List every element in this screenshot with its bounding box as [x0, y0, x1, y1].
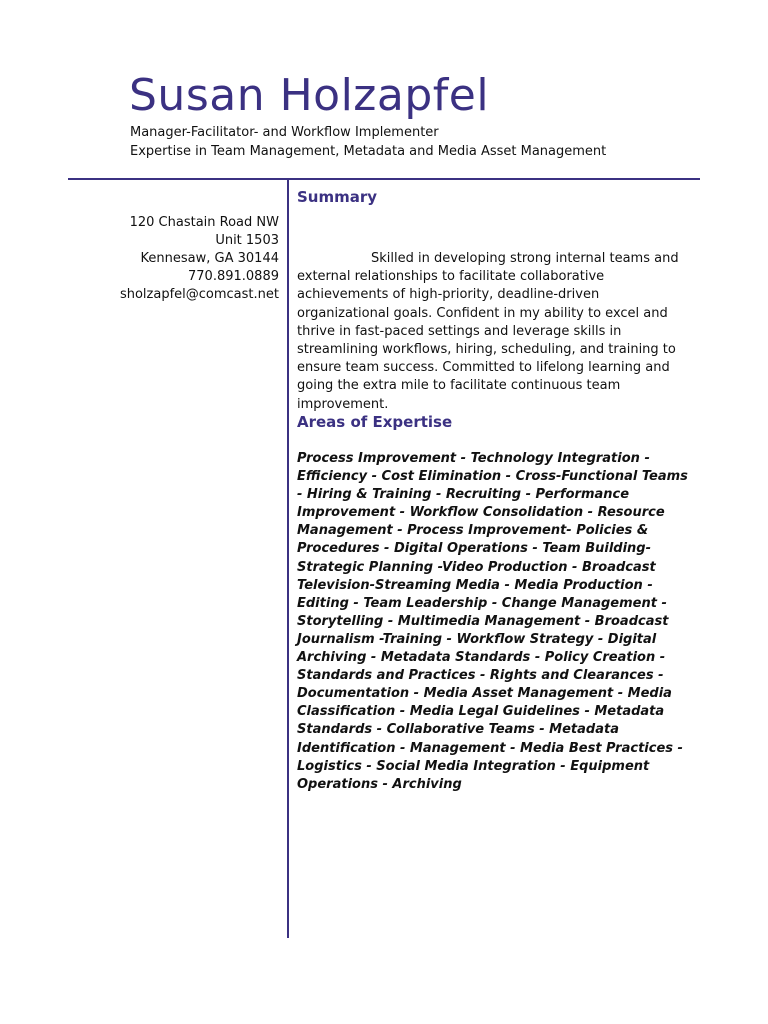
summary-paragraph [297, 250, 689, 414]
contact-city: Kennesaw, GA 30144 [140, 251, 279, 266]
contact-email: sholzapfel@comcast.net [119, 287, 279, 302]
tagline-role: Manager-Facilitator- and Workflow Implementer [130, 125, 439, 140]
header-divider [68, 178, 700, 180]
summary-body: Skilled in developing strong internal teams and external relationships to facilitate collaborative achievements of high-priority, deadline-driven organizational goals. Confident in my ability to excel and thrive in fast-paced settings and leverage skills in streamlining workflows, hiring, scheduling, and training to ensure team success. Committed to lifelong learning and going the extra mile to facilitate continuous team improvement. [297, 251, 679, 412]
candidate-name: Susan Holzapfel [129, 70, 490, 121]
column-divider [287, 179, 289, 938]
contact-phone: 770.891.0889 [188, 269, 279, 284]
expertise-list: Process Improvement - Technology Integration - Efficiency - Cost Elimination - Cross-Functional Teams - Hiring & Training - Recruiting - Performance Improvement - Workflow Consolidation - Resource Management - Process Improvement- Policies & Procedures - Digital Operations - Team Building- Strategic Planning -Video Production - Broadcast Television-Streaming Media - Media Production - Editing - Team Leadership - Change Management - Storytelling - Multimedia Management - Broadcast Journalism -Training - Workflow Strategy - Digital Archiving - Metadata Standards - Policy Creation - Standards and Practices - Rights and Clearances - Documentation - Media Asset Management - Media Classification - Media Legal Guidelines - Metadata Standards - Collaborative Teams - Metadata Identification - Management - Media Best Practices - Logistics - Social Media Integration - Equipment Operations - Archiving [297, 451, 688, 792]
tagline-expertise: Expertise in Team Management, Metadata and Media Asset Management [130, 144, 607, 159]
contact-street: 120 Chastain Road NW [129, 215, 279, 230]
summary-heading: Summary [297, 188, 378, 206]
contact-unit: Unit 1503 [215, 233, 279, 248]
expertise-heading: Areas of Expertise [297, 413, 453, 431]
contact-block [120, 214, 279, 304]
